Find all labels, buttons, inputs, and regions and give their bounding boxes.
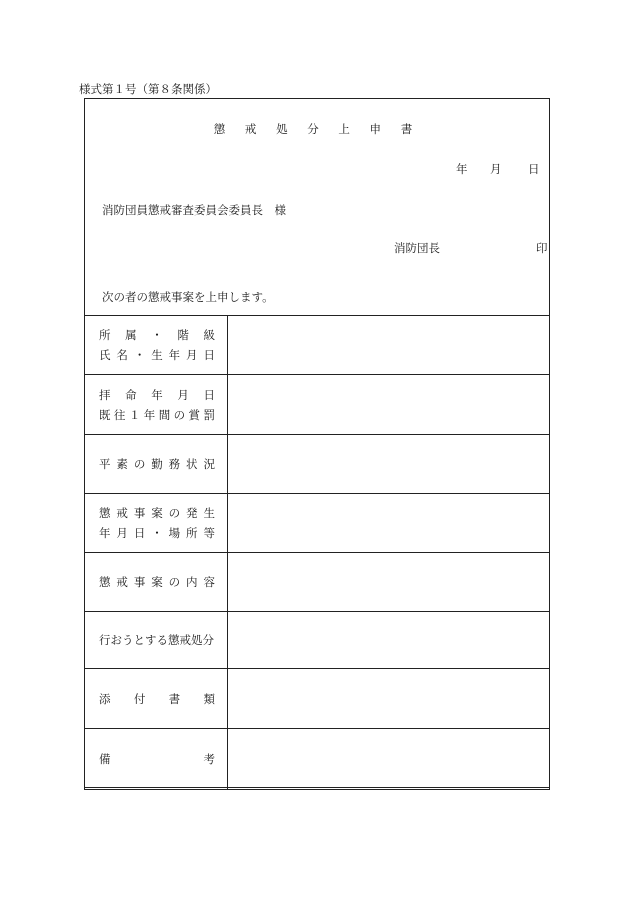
label-char: の [133, 457, 146, 471]
label-char: 案 [151, 575, 163, 589]
value-cell[interactable] [228, 494, 550, 553]
date-day-label: 日 [528, 162, 540, 176]
value-cell[interactable] [228, 435, 550, 494]
label-line [99, 572, 215, 592]
label-char: 年 [143, 407, 156, 422]
label-char: 添 [99, 691, 111, 706]
label-char: 付 [133, 691, 146, 706]
value-cell[interactable] [228, 375, 550, 435]
label-char: １ [128, 407, 141, 422]
label-char: 名 [116, 348, 128, 362]
row-incident-details [85, 553, 550, 612]
label-char: 考 [203, 752, 215, 766]
label-char: 所 [99, 328, 111, 342]
label-char: 月 [116, 526, 128, 540]
label-char: 氏 [99, 348, 111, 362]
label-char: ・ [151, 328, 163, 342]
label-char: 案 [151, 506, 163, 520]
label-char: の [168, 575, 181, 589]
label-char: 務 [168, 457, 181, 471]
label-char: 容 [203, 575, 215, 589]
label-char: 懲 [99, 506, 111, 520]
label-char: 日 [203, 348, 215, 362]
label-char: 拝 [99, 387, 111, 402]
label-char: 状 [186, 457, 198, 471]
row-appointment-history [85, 375, 550, 435]
label-char: 間 [158, 407, 171, 422]
label-char: 等 [203, 526, 215, 540]
label-char: 月 [186, 348, 198, 362]
label-char: 戒 [116, 506, 128, 520]
value-cell[interactable] [228, 612, 550, 669]
label-char: 勤 [151, 457, 163, 471]
row-label [85, 729, 228, 790]
label-line [99, 385, 215, 405]
row-work-conduct [85, 435, 550, 494]
label-char: 懲 [99, 575, 111, 589]
addressee: 消防団員懲戒審査委員会委員長 様 [102, 203, 286, 217]
value-cell[interactable] [228, 669, 550, 729]
label-char: 備 [99, 752, 111, 766]
form-number: 様式第１号（第８条関係） [79, 82, 217, 96]
label-char: 月 [177, 387, 189, 402]
label-char: 平 [99, 457, 111, 471]
label-char: 生 [151, 348, 163, 362]
row-remarks [85, 729, 550, 790]
value-cell[interactable] [228, 316, 550, 375]
statement-text: 次の者の懲戒事案を上申します。 [102, 290, 274, 304]
label-char: 階 [177, 328, 189, 342]
form-frame [84, 98, 550, 788]
label-line [99, 503, 215, 523]
date-year-label: 年 [456, 162, 468, 176]
label-char: 内 [186, 575, 198, 589]
label-char: 所 [186, 526, 198, 540]
label-line [99, 749, 215, 769]
row-attachments [85, 669, 550, 729]
label-char: ・ [133, 348, 146, 362]
row-label [85, 553, 228, 612]
label-char: 年 [151, 387, 163, 402]
label-line [99, 345, 215, 365]
label-char: 戒 [116, 575, 128, 589]
label-line [99, 523, 215, 543]
label-char: 書 [168, 691, 181, 706]
label-char: の [173, 407, 186, 422]
label-char: 事 [133, 506, 146, 520]
row-proposed-action [85, 612, 550, 669]
details-table [84, 315, 550, 790]
label-char: 場 [168, 526, 181, 540]
row-affiliation-rank [85, 316, 550, 375]
label-char: 罰 [203, 407, 215, 422]
label-char: 日 [203, 387, 215, 402]
label-char: 属 [125, 328, 137, 342]
form-title: 懲 戒 処 分 上 申 書 [213, 122, 421, 136]
row-label [85, 612, 228, 669]
seal-mark: 印 [536, 241, 548, 255]
value-cell[interactable] [228, 729, 550, 790]
applicant-label: 消防団長 [394, 241, 440, 255]
label-char: 年 [168, 348, 181, 362]
row-label [85, 375, 228, 435]
label-char: 素 [116, 457, 128, 471]
label-line [99, 454, 215, 474]
label-char: 況 [203, 457, 215, 471]
row-label [85, 316, 228, 375]
date-month-label: 月 [490, 162, 502, 176]
label-char: 命 [125, 387, 137, 402]
label-char: 年 [99, 526, 111, 540]
row-incident-date-place [85, 494, 550, 553]
row-label [85, 494, 228, 553]
label-char: 類 [203, 691, 215, 706]
row-label [85, 435, 228, 494]
label-char: の [168, 506, 181, 520]
label-char: 事 [133, 575, 146, 589]
row-label [85, 669, 228, 729]
value-cell[interactable] [228, 553, 550, 612]
label-line [99, 325, 215, 345]
label-char: ・ [151, 526, 163, 540]
label-char: 既 [99, 407, 111, 422]
label-char: 級 [203, 328, 215, 342]
label-line [99, 689, 215, 709]
label-char: 往 [113, 407, 126, 422]
label-char: 発 [186, 506, 198, 520]
label-char: 生 [203, 506, 215, 520]
label-line [99, 405, 215, 425]
label-line: 行おうとする懲戒処分 [99, 633, 214, 647]
label-char: 日 [133, 526, 146, 540]
label-char: 賞 [188, 407, 201, 422]
